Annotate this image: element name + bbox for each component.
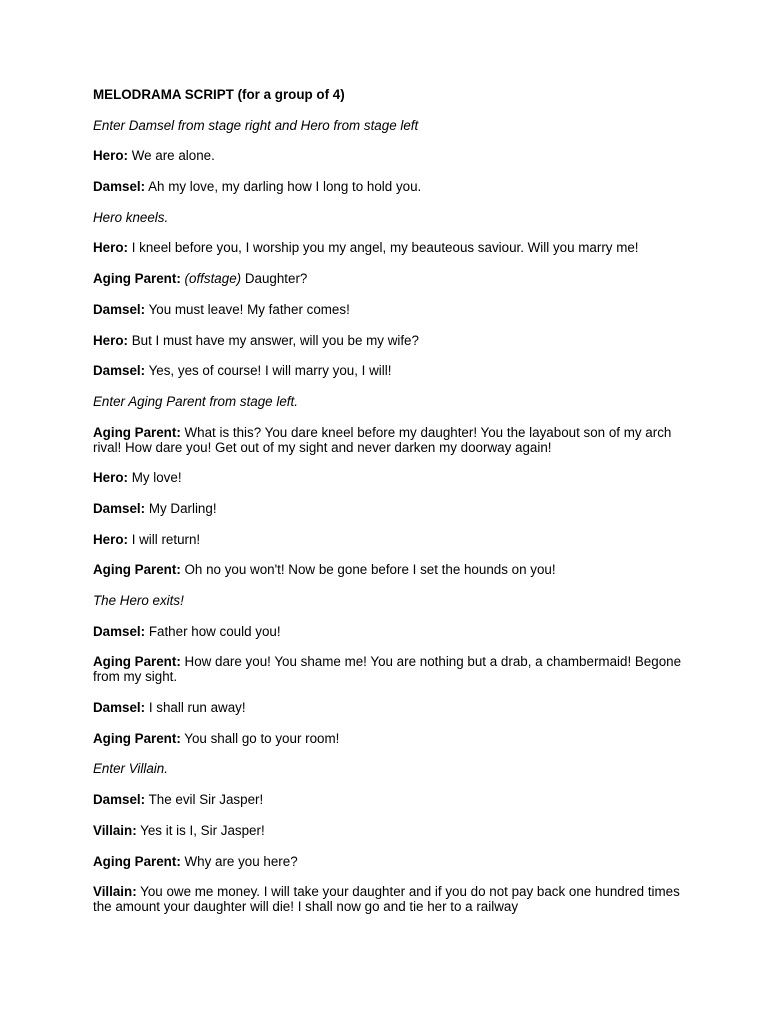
speaker-name: Damsel:	[93, 623, 146, 639]
speaker-name: Damsel:	[93, 301, 146, 317]
speaker-name: Damsel:	[93, 500, 146, 516]
dialogue-text: My love!	[127, 470, 182, 486]
dialogue-line	[93, 425, 693, 455]
dialogue-line	[93, 854, 693, 869]
dialogue-text: The evil Sir Jasper!	[145, 792, 264, 808]
dialogue-line	[93, 148, 693, 163]
dialogue-line	[93, 501, 693, 516]
speaker-name: Hero:	[93, 332, 128, 348]
speaker-name: Villain:	[93, 822, 137, 838]
speaker-name: Damsel:	[93, 792, 146, 808]
speaker-name: Aging Parent:	[93, 730, 181, 746]
dialogue-text: I shall run away!	[145, 700, 246, 716]
dialogue-line	[93, 179, 693, 194]
dialogue-text: You shall go to your room!	[180, 730, 340, 746]
stage-direction: The Hero exits!	[93, 593, 184, 608]
dialogue-text: How dare you! You shame me! You are nothing but a drab, a chambermaid! Begone from my sight.	[93, 654, 682, 685]
speaker-name: Hero:	[93, 240, 128, 256]
speaker-name: Hero:	[93, 531, 128, 547]
stage-aside: (offstage)	[184, 271, 242, 287]
stage-direction: Hero kneels.	[93, 209, 169, 225]
dialogue-text: Daughter?	[241, 271, 308, 287]
dialogue-line	[93, 363, 693, 378]
speaker-name: Aging Parent:	[93, 562, 181, 578]
dialogue-line	[93, 271, 693, 286]
script-page	[93, 87, 693, 930]
dialogue-text: But I must have my answer, will you be my wife?	[127, 332, 419, 348]
dialogue-text: We are alone.	[127, 148, 215, 164]
dialogue-text: Yes it is I, Sir Jasper!	[136, 822, 265, 838]
script-title: MELODRAMA SCRIPT (for a group of 4)	[93, 87, 345, 102]
dialogue-text: You must leave! My father comes!	[145, 301, 350, 317]
script-lines	[93, 118, 693, 915]
stage-direction: Enter Damsel from stage right and Hero from stage left	[93, 117, 419, 133]
speaker-name: Damsel:	[93, 700, 146, 716]
speaker-name: Hero:	[93, 148, 128, 164]
speaker-name: Aging Parent:	[93, 271, 181, 287]
stage-direction: Enter Aging Parent from stage left.	[93, 393, 298, 409]
dialogue-text: I will return!	[127, 531, 201, 547]
dialogue-text: What is this? You dare kneel before my daughter! You the layabout son of my arch rival! How dare you! Get out of my sight and never darken my doorway again!	[93, 424, 672, 455]
dialogue-text: You owe me money. I will take your daughter and if you do not pay back one hundred times the amount your daughter will die! I shall now go and tie her to a railway	[93, 884, 680, 915]
dialogue-text: Father how could you!	[145, 623, 281, 639]
dialogue-line	[93, 624, 693, 639]
dialogue-line	[93, 240, 693, 255]
speaker-name: Damsel:	[93, 179, 146, 195]
dialogue-line	[93, 302, 693, 317]
dialogue-text: My Darling!	[145, 500, 217, 516]
dialogue-text: Ah my love, my darling how I long to hold you.	[145, 179, 422, 195]
dialogue-text: Why are you here?	[180, 853, 298, 869]
dialogue-line	[93, 654, 693, 684]
dialogue-text: I kneel before you, I worship you my angel, my beauteous saviour. Will you marry me!	[127, 240, 639, 256]
dialogue-text: Oh no you won't! Now be gone before I set the hounds on you!	[180, 562, 556, 578]
speaker-name: Villain:	[93, 884, 137, 900]
stage-direction: Enter Villain.	[93, 761, 168, 777]
dialogue-line	[93, 884, 693, 914]
dialogue-line	[93, 562, 693, 577]
speaker-name: Hero:	[93, 470, 128, 486]
dialogue-line	[93, 731, 693, 746]
dialogue-line	[93, 700, 693, 715]
dialogue-line	[93, 792, 693, 807]
dialogue-line	[93, 470, 693, 485]
dialogue-text: Yes, yes of course! I will marry you, I will!	[145, 363, 392, 379]
speaker-name: Damsel:	[93, 363, 146, 379]
speaker-name: Aging Parent:	[93, 654, 181, 670]
dialogue-line	[93, 823, 693, 838]
dialogue-line	[93, 532, 693, 547]
speaker-name: Aging Parent:	[93, 853, 181, 869]
dialogue-line	[93, 333, 693, 348]
speaker-name: Aging Parent:	[93, 424, 181, 440]
